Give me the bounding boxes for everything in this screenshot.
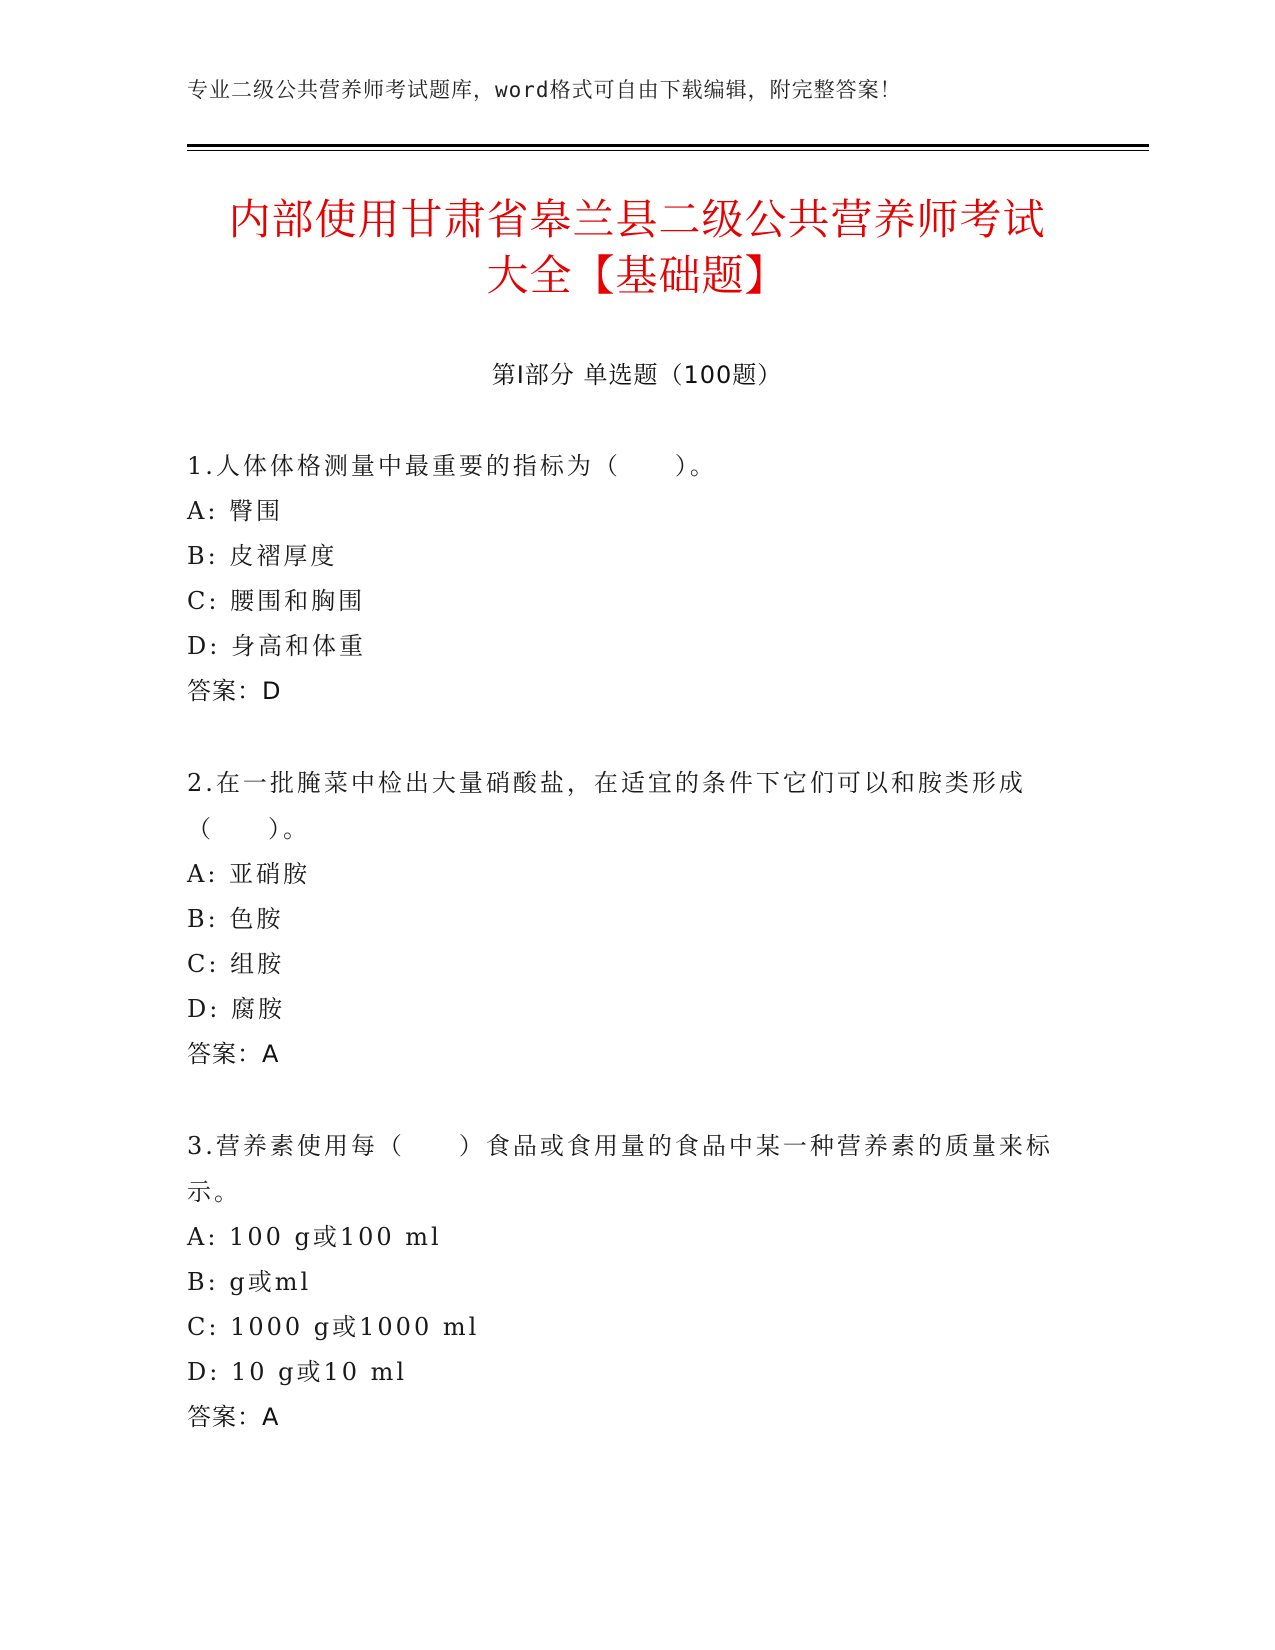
document-title-line-1: 内部使用甘肃省皋兰县二级公共营养师考试 [228,195,1046,244]
question-list [187,443,1067,1440]
option-a: A: 亚硝胺 [187,860,311,888]
question-answer: 答案：A [187,1403,280,1431]
question-answer: 答案：D [187,677,282,705]
option-c: C: 1000 g或1000 ml [187,1313,480,1341]
option-d: D: 10 g或10 ml [187,1358,408,1386]
question-1 [187,443,1067,714]
option-b: B: 皮褶厚度 [187,542,338,570]
question-2 [187,760,1067,1077]
header-divider-thin [187,150,1149,151]
header-divider-thick [187,144,1149,147]
option-c: C: 腰围和胸围 [187,587,366,615]
option-d: D: 身高和体重 [187,632,366,660]
option-d: D: 腐胺 [187,995,285,1023]
question-stem: 1.人体体格测量中最重要的指标为（ ）。 [187,452,717,480]
header-note: 专业二级公共营养师考试题库，word格式可自由下载编辑，附完整答案！ [187,78,902,102]
option-c: C: 组胺 [187,950,285,978]
option-a: A: 臀围 [187,497,284,525]
document-title-line-2: 大全【基础题】 [486,251,788,300]
option-a: A: 100 g或100 ml [187,1223,442,1251]
question-stem: 3.营养素使用每（ ）食品或食用量的食品中某一种营养素的质量来标示。 [187,1132,1053,1206]
option-b: B: g或ml [187,1268,312,1296]
section-title: 第Ⅰ部分 单选题（100题） [491,361,783,389]
document-title [187,192,1087,304]
question-stem: 2.在一批腌菜中检出大量硝酸盐，在适宜的条件下它们可以和胺类形成（ ）。 [187,769,1026,843]
question-3 [187,1123,1067,1440]
option-b: B: 色胺 [187,905,284,933]
question-answer: 答案：A [187,1040,280,1068]
